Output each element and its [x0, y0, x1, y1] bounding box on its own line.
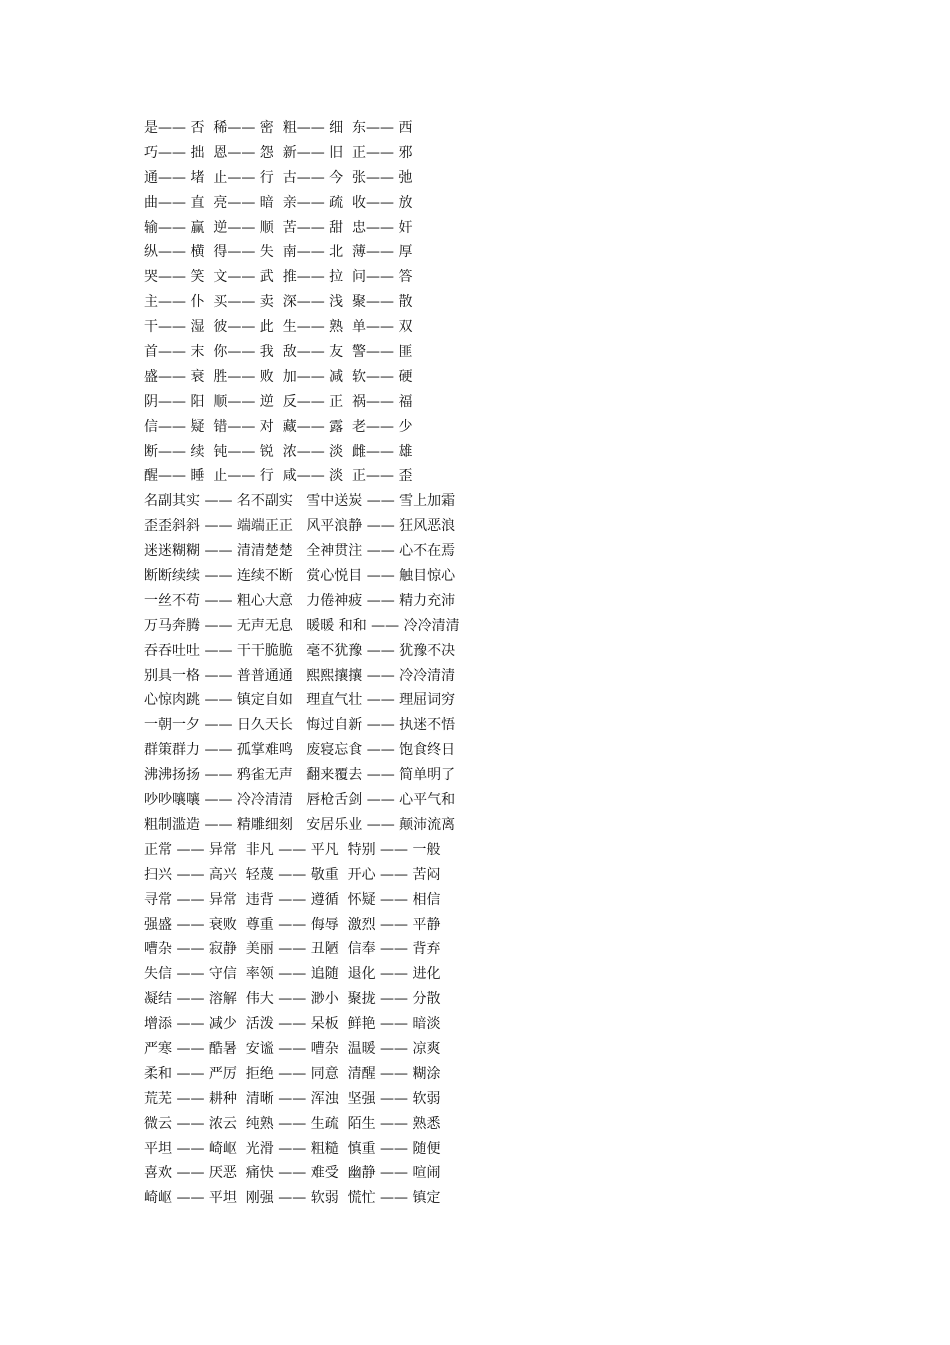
antonym-line: 群策群力 —— 孤掌难鸣 废寝忘食 —— 饱食终日 — [144, 742, 456, 759]
antonym-line: 崎岖 —— 平坦 刚强 —— 软弱 慌忙 —— 镇定 — [144, 1190, 441, 1207]
antonym-line: 失信 —— 守信 率领 —— 追随 退化 —— 进化 — [144, 966, 441, 983]
antonym-line: 干—— 湿 彼—— 此 生—— 熟 单—— 双 — [144, 319, 413, 336]
antonym-line: 吵吵嚷嚷 —— 冷冷清清 唇枪舌剑 —— 心平气和 — [144, 792, 456, 809]
antonym-line: 名副其实 —— 名不副实 雪中送炭 —— 雪上加霜 — [144, 493, 456, 510]
antonym-line: 迷迷糊糊 —— 清清楚楚 全神贯注 —— 心不在焉 — [144, 543, 456, 560]
antonym-line: 强盛 —— 衰败 尊重 —— 侮辱 激烈 —— 平静 — [144, 916, 441, 933]
antonym-line: 喜欢 —— 厌恶 痛快 —— 难受 幽静 —— 喧闹 — [144, 1165, 441, 1182]
antonym-line: 微云 —— 浓云 纯熟 —— 生疏 陌生 —— 熟悉 — [144, 1115, 441, 1132]
antonym-list — [144, 116, 460, 1211]
antonym-line: 万马奔腾 —— 无声无息 暖暖 和和 —— 冷冷清清 — [144, 617, 460, 634]
antonym-line: 断—— 续 钝—— 锐 浓—— 淡 雌—— 雄 — [144, 443, 413, 460]
antonym-line: 哭—— 笑 文—— 武 推—— 拉 问—— 答 — [144, 269, 413, 286]
antonym-line: 凝结 —— 溶解 伟大 —— 渺小 聚拢 —— 分散 — [144, 991, 441, 1008]
antonym-line: 断断续续 —— 连续不断 赏心悦目 —— 触目惊心 — [144, 568, 456, 585]
antonym-line: 首—— 末 你—— 我 敌—— 友 警—— 匪 — [144, 344, 413, 361]
antonym-line: 扫兴 —— 高兴 轻蔑 —— 敬重 开心 —— 苦闷 — [144, 866, 441, 883]
antonym-line: 正常 —— 异常 非凡 —— 平凡 特别 —— 一般 — [144, 841, 441, 858]
antonym-line: 是—— 否 稀—— 密 粗—— 细 东—— 西 — [144, 120, 413, 136]
antonym-line: 通—— 堵 止—— 行 古—— 今 张—— 弛 — [144, 169, 413, 186]
antonym-line: 醒—— 睡 止—— 行 咸—— 淡 正—— 歪 — [144, 468, 413, 485]
antonym-line: 输—— 赢 逆—— 顺 苦—— 甜 忠—— 奸 — [144, 219, 413, 236]
antonym-line: 增添 —— 减少 活泼 —— 呆板 鲜艳 —— 暗淡 — [144, 1016, 441, 1033]
antonym-line: 沸沸扬扬 —— 鸦雀无声 翻来覆去 —— 简单明了 — [144, 767, 456, 784]
antonym-line: 粗制滥造 —— 精雕细刻 安居乐业 —— 颠沛流离 — [144, 816, 456, 833]
antonym-line: 曲—— 直 亮—— 暗 亲—— 疏 收—— 放 — [144, 194, 413, 211]
antonym-line: 一丝不苟 —— 粗心大意 力倦神疲 —— 精力充沛 — [144, 592, 456, 609]
antonym-line: 寻常 —— 异常 违背 —— 遵循 怀疑 —— 相信 — [144, 891, 441, 908]
antonym-line: 盛—— 衰 胜—— 败 加—— 减 软—— 硬 — [144, 368, 413, 385]
antonym-line: 柔和 —— 严厉 拒绝 —— 同意 清醒 —— 糊涂 — [144, 1065, 441, 1082]
antonym-line: 平坦 —— 崎岖 光滑 —— 粗糙 慎重 —— 随便 — [144, 1140, 441, 1157]
antonym-line: 巧—— 拙 恩—— 怨 新—— 旧 正—— 邪 — [144, 144, 413, 161]
antonym-line: 吞吞吐吐 —— 干干脆脆 毫不犹豫 —— 犹豫不决 — [144, 642, 456, 659]
antonym-line: 主—— 仆 买—— 卖 深—— 浅 聚—— 散 — [144, 294, 413, 311]
antonym-line: 嘈杂 —— 寂静 美丽 —— 丑陋 信奉 —— 背弃 — [144, 941, 441, 958]
antonym-line: 别具一格 —— 普普通通 熙熙攘攘 —— 冷冷清清 — [144, 667, 456, 684]
antonym-line: 严寒 —— 酷暑 安谧 —— 嘈杂 温暖 —— 凉爽 — [144, 1040, 441, 1057]
antonym-line: 心惊肉跳 —— 镇定自如 理直气壮 —— 理屈词穷 — [144, 692, 456, 709]
antonym-line: 阴—— 阳 顺—— 逆 反—— 正 祸—— 福 — [144, 393, 413, 410]
antonym-line: 信—— 疑 错—— 对 藏—— 露 老—— 少 — [144, 418, 413, 435]
antonym-line: 荒芜 —— 耕种 清晰 —— 浑浊 坚强 —— 软弱 — [144, 1090, 441, 1107]
antonym-line: 纵—— 横 得—— 失 南—— 北 薄—— 厚 — [144, 244, 413, 261]
antonym-line: 一朝一夕 —— 日久天长 悔过自新 —— 执迷不悟 — [144, 717, 456, 734]
antonym-line: 歪歪斜斜 —— 端端正正 风平浪静 —— 狂风恶浪 — [144, 518, 456, 535]
